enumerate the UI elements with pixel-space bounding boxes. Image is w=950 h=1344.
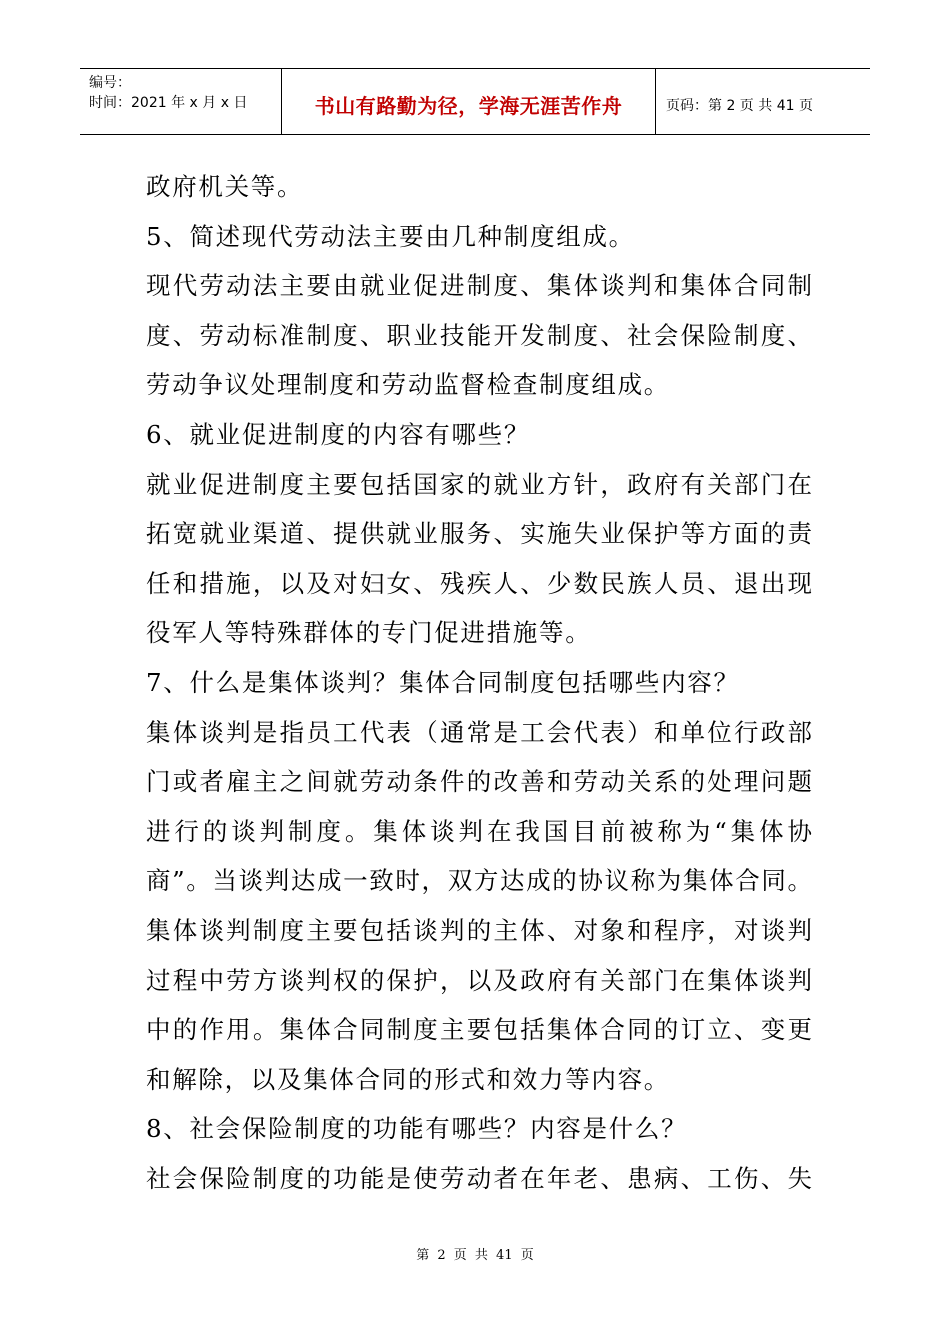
body-line: 中的作用。集体合同制度主要包括集体合同的订立、变更 (146, 1015, 812, 1045)
header-page-info: 页码：第 2 页 共 41 页 (666, 97, 813, 114)
page-header (80, 68, 870, 135)
body-line: 集体谈判制度主要包括谈判的主体、对象和程序，对谈判 (146, 915, 812, 945)
header-motto: 书山有路勤为径，学海无涯苦作舟 (314, 94, 623, 118)
question-heading: 6、就业促进制度的内容有哪些？ (146, 419, 531, 449)
question-heading: 5、简述现代劳动法主要由几种制度组成。 (146, 221, 635, 251)
body-line: 就业促进制度主要包括国家的就业方针，政府有关部门在 (146, 469, 812, 499)
body-line: 社会保险制度的功能是使劳动者在年老、患病、工伤、失 (146, 1163, 812, 1193)
body-line: 门或者雇主之间就劳动条件的改善和劳动关系的处理问题 (146, 767, 812, 797)
body-line: 任和措施，以及对妇女、残疾人、少数民族人员、退出现 (146, 568, 812, 598)
question-heading: 8、社会保险制度的功能有哪些？内容是什么？ (146, 1114, 688, 1144)
body-line: 过程中劳方谈判权的保护，以及政府有关部门在集体谈判 (146, 965, 812, 995)
question-heading: 7、什么是集体谈判？集体合同制度包括哪些内容？ (146, 667, 740, 697)
header-page-info-cell (656, 69, 870, 134)
footer-page-number: 第 2 页 共 41 页 (416, 1248, 534, 1263)
body-line: 拓宽就业渠道、提供就业服务、实施失业保护等方面的责 (146, 519, 812, 549)
body-line: 集体谈判是指员工代表（通常是工会代表）和单位行政部 (146, 717, 812, 747)
page-footer (0, 1244, 950, 1263)
header-meta (80, 69, 282, 134)
body-line: 度、劳动标准制度、职业技能开发制度、社会保险制度、 (146, 320, 812, 350)
body-line: 劳动争议处理制度和劳动监督检查制度组成。 (146, 370, 670, 400)
header-motto-cell (282, 69, 656, 134)
date-label: 时间：2021 年 x 月 x 日 (89, 95, 248, 111)
body-line: 役军人等特殊群体的专门促进措施等。 (146, 618, 592, 648)
document-body (146, 162, 812, 1203)
serial-number-label: 编号： (89, 75, 131, 91)
body-line: 进行的谈判制度。集体谈判在我国目前被称为“集体协 (146, 816, 812, 846)
body-line: 现代劳动法主要由就业促进制度、集体谈判和集体合同制 (146, 271, 812, 301)
body-line: 和解除，以及集体合同的形式和效力等内容。 (146, 1064, 670, 1094)
body-line: 商”。当谈判达成一致时，双方达成的协议称为集体合同。 (146, 866, 812, 896)
body-line: 政府机关等。 (146, 172, 304, 201)
